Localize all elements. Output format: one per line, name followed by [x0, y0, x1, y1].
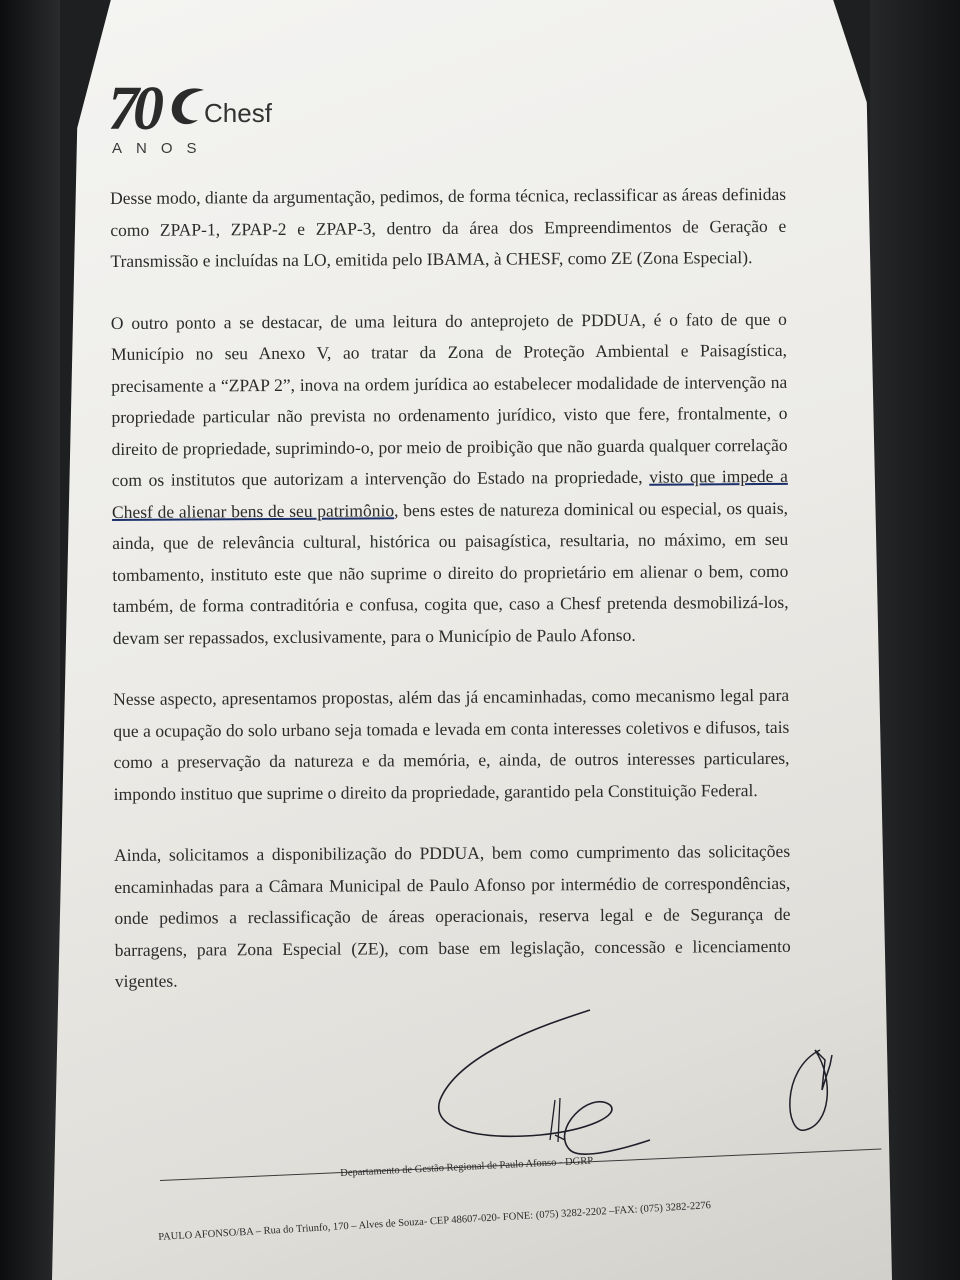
- logo-brand: Chesf: [204, 98, 272, 128]
- paragraph-3: Nesse aspecto, apresentamos propostas, além das já encaminhadas, como mecanismo legal para que a ocupação do solo urbano seja tomada e levada em conta interesses coletivos e difusos, tais como a preservação da natureza e da memória, e, ainda, de outros interesses particulares, impondo instituo que suprime o direito da propriedade, garantido pela Constituição Federal.: [113, 684, 790, 804]
- footer-department: Departamento de Gestão Regional de Paulo Afonso - DGRP: [340, 1155, 594, 1179]
- logo-anos: ANOS: [112, 140, 211, 157]
- logo-swoosh-icon: [166, 84, 208, 130]
- paragraph-1: Desse modo, diante da argumentação, pedimos, de forma técnica, reclassificar as áreas definidas como ZPAP-1, ZPAP-2 e ZPAP-3, dentro da área dos Empreendimentos de Geração e Transmissão e incluídas na LO, emitida pelo IBAMA, à CHESF, como ZE (Zona Especial).: [110, 183, 787, 271]
- paragraph-4: Ainda, solicitamos a disponibilização do PDDUA, bem como cumprimento das solicitações encaminhadas para a Câmara Municipal de Paulo Afonso por intermédio de correspondências, onde pedimos a reclassificação de áreas operacionais, reserva legal e de Segurança de barragens, para Zona Especial (ZE), com base em legislação, concessão e licenciamento vigentes.: [114, 840, 791, 991]
- background-left: [0, 0, 60, 1280]
- paragraph-2-end: , bens estes de natureza dominical ou especial, os quais, ainda, que de relevância cultural, histórica ou paisagística, resultaria, no máximo, em seu tombamento, instituto este que não suprime o direito do proprietário em alienar o bem, como também, de forma contraditória e confusa, cogita que, caso a Chesf pretenda desmobilizá-los, devam ser repassados, exclusivamente, para o Município de Paulo Afonso.: [112, 497, 789, 648]
- logo-number: 70: [108, 75, 158, 143]
- underlined-phrase: visto que impede a Chesf de alienar bens de seu patrimônio: [111, 465, 788, 522]
- paragraph-2-start: O outro ponto a se destacar, de uma leitura do anteprojeto de PDDUA, é o fato de que o Município no seu Anexo V, ao tratar da Zona de Proteção Ambiental e Paisagística, precisamente a “ZPAP 2”, inova na ordem jurídica ao estabelecer modalidade de intervenção na propriedade particular não prevista no ordenamento jurídico, visto que fere, frontalmente, o direito de propriedade, suprimindo-o, por meio de proibição que não guarda qualquer correlação com os institutos que autorizam a intervenção do Estado na propriedade,: [110, 308, 788, 490]
- handwritten-signature: [420, 990, 860, 1170]
- footer-address: PAULO AFONSO/BA – Rua do Triunfo, 170 – Alves de Souza- CEP 48607-020- FONE: (075) 3282-2202 –FAX: (075) 3282-2276: [158, 1200, 712, 1243]
- paragraph-2: [111, 303, 789, 654]
- letter-body: [110, 179, 791, 1028]
- chesf-70-anos-logo: [108, 75, 308, 160]
